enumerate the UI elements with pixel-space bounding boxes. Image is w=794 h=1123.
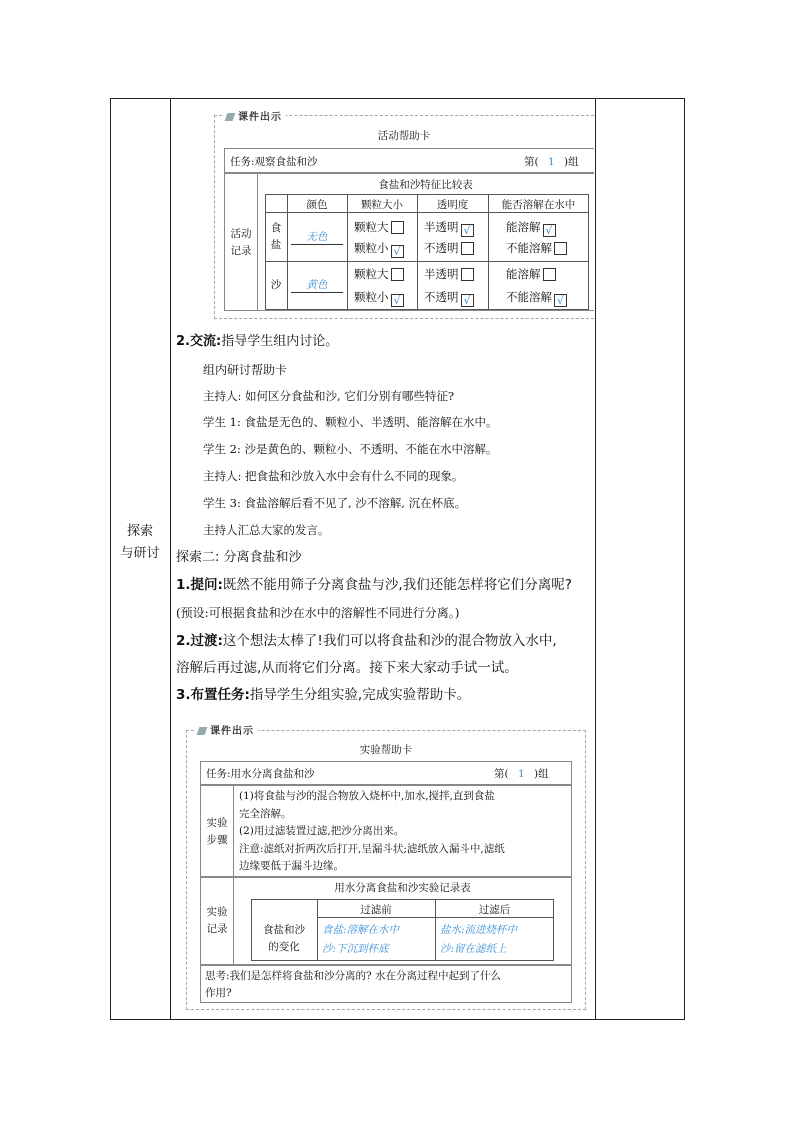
card1-record-label (226, 226, 256, 260)
salt-opaque-checkbox[interactable] (461, 242, 474, 255)
row-label-1: 食盐和沙 (263, 924, 305, 936)
col-after: 过滤后 (478, 904, 511, 916)
exchange-text: 指导学生组内讨论。 (221, 334, 339, 349)
sand-nodissolve-option (506, 289, 567, 307)
steps-label-1: 实验 (206, 817, 228, 829)
salt-dissolve-option (506, 219, 556, 237)
salt-semi-checkbox[interactable]: √ (461, 224, 474, 237)
transition-line2: 溶解后再过滤,从而将它们分离。接下来大家动手试一试。 (176, 660, 518, 676)
discussion-line-3: 学生 2: 沙是黄色的、颗粒小、不透明、不能在水中溶解。 (203, 442, 498, 456)
group-number: 1 (547, 156, 555, 168)
salt-label-2: 盐 (270, 239, 282, 251)
card1-group (524, 154, 579, 169)
think-text (205, 968, 501, 1002)
discussion-line-1: 主持人: 如何区分食盐和沙, 它们分别有哪些特征? (203, 389, 455, 403)
step-line-4: 注意:滤纸对折两次后打开,呈漏斗状;滤纸放入漏斗中,滤纸 (239, 842, 505, 855)
group-suffix: )组 (563, 156, 579, 168)
salt-big-checkbox[interactable] (391, 221, 404, 234)
header-size: 颗粒大小 (361, 199, 403, 211)
col-before: 过滤前 (360, 904, 392, 916)
salt-small-option (354, 240, 404, 258)
sand-semi-option (424, 266, 474, 282)
discussion-line-2: 学生 1: 食盐是无色的、颗粒小、半透明、能溶解在水中。 (203, 415, 498, 429)
q1-label: 1.提问: (176, 577, 223, 593)
row-label-line1: 探索 (126, 524, 153, 539)
row-label-line2: 与研讨 (120, 546, 160, 561)
card2-title: 实验帮助卡 (359, 744, 413, 756)
step-line-1: (1)将食盐与沙的混合物放入烧杯中,加水,搅拌,直到食盐 (239, 790, 495, 802)
option-label: 半透明 (424, 220, 459, 234)
transition (176, 632, 557, 650)
sand-row-label: 沙 (270, 279, 282, 291)
row-label (110, 521, 170, 565)
record-label (201, 904, 233, 938)
salt-dissolve-checkbox[interactable]: √ (543, 224, 556, 237)
salt-opaque-option (424, 240, 474, 256)
header-line (265, 212, 589, 213)
record-label-1: 实验 (206, 906, 228, 918)
option-label: 颗粒小 (354, 290, 389, 304)
group-number: 1 (517, 768, 525, 780)
salt-label-1: 食 (270, 222, 282, 234)
header-solubility: 能否溶解在水中 (501, 199, 576, 211)
salt-nodissolve-option (506, 240, 567, 256)
group-suffix: )组 (533, 768, 549, 780)
before-line-2: 沙:下沉到杯底 (322, 943, 389, 955)
sand-big-option (354, 266, 404, 282)
exchange-label: 2.交流: (176, 334, 222, 349)
q3-label: 3.布置任务: (176, 687, 250, 703)
card2-task: 任务:用水分离食盐和沙 (206, 768, 315, 780)
step-line-3: (2)用过滤装置过滤,把沙分离出来。 (239, 825, 405, 837)
before-value (322, 921, 399, 959)
option-label: 不透明 (424, 290, 459, 304)
card1-tag: 课件出示 (222, 108, 286, 123)
q3-text: 指导学生分组实验,完成实验帮助卡。 (249, 687, 471, 703)
option-label: 半透明 (424, 267, 459, 281)
card1-table-title: 食盐和沙特征比较表 (378, 179, 473, 191)
think-line-2: 作用? (205, 987, 232, 999)
assign-task (176, 686, 470, 704)
salt-small-checkbox[interactable]: √ (391, 245, 404, 258)
sand-opaque-checkbox[interactable]: √ (461, 294, 474, 307)
sand-color-value: 黄色 (291, 277, 343, 293)
salt-row-label (266, 220, 286, 254)
after-line-1: 盐水:流进烧杯中 (440, 924, 518, 936)
option-label: 不透明 (424, 241, 459, 255)
salt-semi-option (424, 219, 474, 237)
card1-title: 活动帮助卡 (377, 130, 431, 142)
q2-label: 2.过渡: (176, 633, 223, 649)
option-label: 不能溶解 (506, 241, 552, 255)
column-divider-left (170, 98, 171, 1020)
steps-label (201, 815, 233, 849)
column-divider-right (595, 98, 596, 1020)
sand-small-option (354, 289, 404, 307)
sand-semi-checkbox[interactable] (461, 268, 474, 281)
header-color: 颜色 (306, 199, 328, 211)
card1-record-divider (257, 173, 258, 311)
discussion-title: 组内研讨帮助卡 (203, 363, 288, 377)
card2-table-title: 用水分离食盐和沙实验记录表 (334, 882, 471, 894)
salt-color-value: 无色 (291, 229, 343, 245)
salt-big-option (354, 219, 404, 235)
record-label-1: 活动 (230, 228, 252, 240)
steps-label-2: 步骤 (206, 834, 228, 846)
step-line-2: 完全溶解。 (239, 807, 292, 820)
discussion-line-5: 学生 3: 食盐溶解后看不见了, 沙不溶解, 沉在杯底。 (203, 496, 467, 510)
salt-nodissolve-checkbox[interactable] (554, 242, 567, 255)
question1 (176, 576, 572, 594)
sand-color-field (291, 277, 343, 293)
sand-opaque-option (424, 289, 474, 307)
preset-text: (预设:可根据食盐和沙在水中的溶解性不同进行分离。) (176, 606, 460, 620)
card2-tag: 课件出示 (194, 722, 258, 737)
after-value (440, 921, 517, 959)
option-label: 能溶解 (506, 220, 541, 234)
exchange-paragraph (176, 333, 338, 351)
header-transparency: 透明度 (436, 199, 469, 211)
option-label: 颗粒小 (354, 241, 389, 255)
sand-big-checkbox[interactable] (391, 268, 404, 281)
row-line (265, 261, 589, 262)
sand-dissolve-option (506, 266, 556, 282)
steps-text (239, 788, 505, 876)
option-label: 能溶解 (506, 267, 541, 281)
card1-task: 任务:观察食盐和沙 (230, 156, 318, 168)
group-prefix: 第( (494, 768, 509, 780)
before-line-1: 食盐:溶解在水中 (322, 924, 400, 936)
row-label-2: 的变化 (268, 941, 300, 953)
group-prefix: 第( (524, 156, 539, 168)
q1-text: 既然不能用筛子分离食盐与沙,我们还能怎样将它们分离呢? (222, 577, 572, 593)
sand-small-checkbox[interactable]: √ (391, 294, 404, 307)
sand-dissolve-checkbox[interactable] (543, 268, 556, 281)
record-label-2: 记录 (206, 923, 228, 935)
sand-nodissolve-checkbox[interactable]: √ (554, 294, 567, 307)
option-label: 不能溶解 (506, 290, 552, 304)
after-line-2: 沙:留在滤纸上 (440, 943, 507, 955)
record-label-2: 记录 (230, 245, 252, 257)
think-line-1: 思考:我们是怎样将食盐和沙分离的? 水在分离过程中起到了什么 (205, 970, 502, 982)
option-label: 颗粒大 (354, 267, 389, 281)
q2-text1: 这个想法太棒了!我们可以将食盐和沙的混合物放入水中, (222, 633, 557, 649)
option-label: 颗粒大 (354, 220, 389, 234)
discussion-line-4: 主持人: 把食盐和沙放入水中会有什么不同的现象。 (203, 469, 464, 483)
discussion-line-6: 主持人汇总大家的发言。 (203, 523, 330, 537)
explore2-heading: 探索二: 分离食盐和沙 (176, 550, 302, 565)
record-row-label (253, 922, 315, 956)
card2-group (494, 766, 549, 781)
step-line-5: 边缘要低于漏斗边缘。 (239, 860, 344, 872)
salt-color-field (291, 229, 343, 245)
